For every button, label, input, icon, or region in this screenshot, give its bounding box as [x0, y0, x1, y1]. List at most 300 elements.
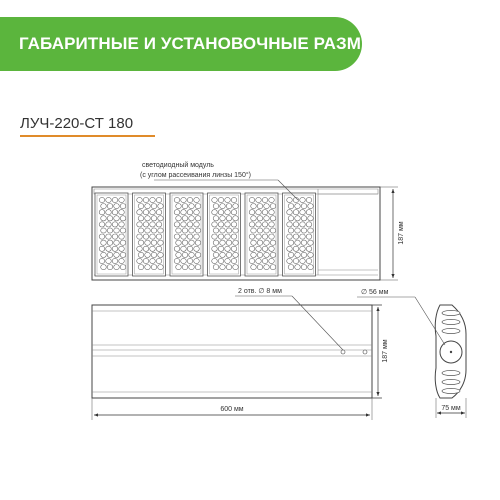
led-lens — [308, 252, 314, 257]
led-lens — [220, 204, 226, 209]
led-lens — [308, 228, 314, 233]
led-lens — [187, 210, 193, 215]
led-lens — [151, 228, 157, 233]
led-lens — [151, 204, 157, 209]
led-lens — [138, 204, 144, 209]
led-lens — [249, 210, 255, 215]
led-lens — [145, 252, 151, 257]
led-lens — [99, 258, 105, 263]
led-lens — [300, 258, 306, 263]
led-lens — [143, 197, 149, 202]
led-lens — [262, 246, 268, 251]
led-lens — [264, 204, 270, 209]
led-lens — [269, 197, 275, 202]
led-lens — [138, 265, 144, 270]
led-lens — [225, 197, 231, 202]
led-lens — [106, 258, 112, 263]
led-lens — [233, 204, 239, 209]
led-lens — [287, 246, 293, 251]
led-lens — [233, 252, 239, 257]
led-lens — [143, 258, 149, 263]
led-lens — [156, 210, 162, 215]
led-lens — [293, 258, 299, 263]
led-lens — [195, 204, 201, 209]
led-lens — [262, 210, 268, 215]
led-lens — [218, 234, 224, 239]
profile-slot — [442, 379, 460, 384]
led-lens — [295, 240, 301, 245]
led-lens — [120, 216, 126, 221]
led-lens — [112, 246, 118, 251]
led-lens — [295, 216, 301, 221]
led-lens — [101, 204, 107, 209]
led-lens — [270, 204, 276, 209]
led-lens — [189, 204, 195, 209]
led-lens — [295, 252, 301, 257]
led-lens — [287, 197, 293, 202]
led-lens — [114, 240, 120, 245]
led-lens — [120, 240, 126, 245]
led-lens — [151, 240, 157, 245]
led-lens — [270, 216, 276, 221]
led-lens — [220, 228, 226, 233]
led-lens — [287, 210, 293, 215]
led-lens — [145, 216, 151, 221]
module-callout-line2: (с углом рассеивания линзы 150°) — [140, 172, 251, 179]
led-lens — [293, 246, 299, 251]
led-lens — [218, 197, 224, 202]
led-lens — [300, 210, 306, 215]
top-view — [92, 161, 405, 280]
led-lens — [264, 240, 270, 245]
led-lens — [293, 210, 299, 215]
led-lens — [257, 265, 263, 270]
led-lens — [212, 258, 218, 263]
led-lens — [145, 240, 151, 245]
led-lens — [301, 204, 307, 209]
led-lens — [195, 240, 201, 245]
led-lens — [264, 265, 270, 270]
led-lens — [257, 252, 263, 257]
led-lens — [119, 246, 125, 251]
led-lens — [288, 204, 294, 209]
led-lens — [212, 210, 218, 215]
holes-callout-label: 2 отв. ∅ 8 мм — [238, 288, 282, 295]
led-lens — [150, 258, 156, 263]
led-lens — [293, 234, 299, 239]
led-lens — [150, 234, 156, 239]
led-lens — [107, 252, 113, 257]
led-lens — [174, 210, 180, 215]
led-lens — [220, 240, 226, 245]
led-lens — [143, 210, 149, 215]
led-lens — [156, 246, 162, 251]
led-lens — [288, 216, 294, 221]
led-lens — [138, 252, 144, 257]
led-lens — [101, 265, 107, 270]
led-lens — [262, 222, 268, 227]
led-lens — [269, 234, 275, 239]
led-lens — [151, 265, 157, 270]
led-lens — [233, 228, 239, 233]
led-lens — [300, 234, 306, 239]
led-lens — [218, 210, 224, 215]
led-lens — [226, 204, 232, 209]
led-lens — [174, 234, 180, 239]
led-lens — [187, 246, 193, 251]
led-lens — [212, 222, 218, 227]
led-lens — [306, 258, 312, 263]
led-lens — [106, 234, 112, 239]
led-lens — [137, 197, 143, 202]
model-name: ЛУЧ-220-СТ 180 — [20, 115, 134, 132]
led-lens — [182, 228, 188, 233]
led-lens — [195, 228, 201, 233]
led-lens — [220, 265, 226, 270]
top-height-dimension-label: 187 мм — [398, 221, 405, 245]
led-lens — [145, 265, 151, 270]
led-lens — [226, 216, 232, 221]
led-lens — [156, 197, 162, 202]
led-lens — [225, 234, 231, 239]
led-lens — [212, 234, 218, 239]
led-lens — [143, 222, 149, 227]
led-lens — [226, 265, 232, 270]
led-lens — [308, 216, 314, 221]
led-lens — [176, 240, 182, 245]
led-lens — [119, 210, 125, 215]
led-lens — [119, 222, 125, 227]
led-lens — [218, 222, 224, 227]
led-lens — [194, 210, 200, 215]
led-lens — [189, 228, 195, 233]
profile-slot — [442, 328, 460, 333]
led-lens — [226, 240, 232, 245]
led-lens — [287, 234, 293, 239]
led-lens — [308, 204, 314, 209]
led-lens — [181, 234, 187, 239]
led-lens — [107, 240, 113, 245]
led-lens — [137, 210, 143, 215]
led-lens — [120, 252, 126, 257]
led-lens — [300, 246, 306, 251]
section-title: ГАБАРИТНЫЕ И УСТАНОВОЧНЫЕ РАЗМЕРЫ — [19, 34, 401, 53]
led-lens — [194, 222, 200, 227]
led-lens — [256, 222, 262, 227]
led-lens — [176, 252, 182, 257]
led-lens — [213, 265, 219, 270]
led-lens — [213, 252, 219, 257]
led-lens — [99, 246, 105, 251]
led-lens — [158, 252, 164, 257]
led-lens — [176, 204, 182, 209]
led-lens — [143, 246, 149, 251]
led-lens — [257, 204, 263, 209]
led-lens — [306, 197, 312, 202]
front-view-housing — [92, 305, 372, 398]
led-lens — [231, 222, 237, 227]
led-lens — [226, 228, 232, 233]
led-lens — [288, 228, 294, 233]
led-lens — [212, 197, 218, 202]
led-lens — [137, 222, 143, 227]
led-lens — [182, 240, 188, 245]
led-lens — [287, 222, 293, 227]
led-lens — [213, 216, 219, 221]
led-lens — [194, 197, 200, 202]
led-lens — [225, 210, 231, 215]
led-lens — [249, 234, 255, 239]
led-lens — [138, 240, 144, 245]
led-lens — [231, 210, 237, 215]
led-lens — [107, 228, 113, 233]
led-lens — [106, 197, 112, 202]
led-lens — [151, 216, 157, 221]
led-lens — [256, 234, 262, 239]
led-lens — [99, 210, 105, 215]
led-lens — [226, 252, 232, 257]
led-lens — [301, 265, 307, 270]
led-lens — [212, 246, 218, 251]
led-lens — [231, 246, 237, 251]
led-lens — [257, 216, 263, 221]
led-lens — [182, 252, 188, 257]
led-lens — [101, 240, 107, 245]
led-lens — [182, 204, 188, 209]
front-view — [92, 288, 389, 420]
led-lens — [300, 222, 306, 227]
led-lens — [114, 216, 120, 221]
led-lens — [101, 216, 107, 221]
led-lens — [119, 234, 125, 239]
led-lens — [107, 204, 113, 209]
led-lens — [251, 216, 257, 221]
led-lens — [195, 265, 201, 270]
led-lens — [301, 216, 307, 221]
led-lens — [151, 252, 157, 257]
led-lens — [264, 252, 270, 257]
led-lens — [231, 258, 237, 263]
led-lens — [106, 222, 112, 227]
led-lens — [288, 252, 294, 257]
led-lens — [137, 234, 143, 239]
led-lens — [114, 204, 120, 209]
led-lens — [269, 210, 275, 215]
led-lens — [150, 210, 156, 215]
led-lens — [158, 216, 164, 221]
led-lens — [112, 222, 118, 227]
led-lens — [119, 197, 125, 202]
led-lens — [295, 265, 301, 270]
led-lens — [138, 216, 144, 221]
led-lens — [249, 197, 255, 202]
led-lens — [306, 234, 312, 239]
led-lens — [156, 258, 162, 263]
led-lens — [301, 240, 307, 245]
led-lens — [213, 204, 219, 209]
led-lens — [194, 258, 200, 263]
led-lens — [251, 204, 257, 209]
led-lens — [187, 197, 193, 202]
led-lens — [264, 228, 270, 233]
led-lens — [249, 246, 255, 251]
led-lens — [112, 258, 118, 263]
led-lens — [257, 240, 263, 245]
led-lens — [143, 234, 149, 239]
led-lens — [174, 246, 180, 251]
led-lens — [233, 265, 239, 270]
profile-slot — [442, 370, 460, 375]
led-lens — [301, 228, 307, 233]
led-lens — [182, 216, 188, 221]
led-lens — [306, 246, 312, 251]
led-lens — [176, 216, 182, 221]
led-lens — [293, 222, 299, 227]
led-lens — [233, 240, 239, 245]
led-lens — [213, 240, 219, 245]
led-lens — [220, 252, 226, 257]
led-lens — [106, 246, 112, 251]
led-lens — [187, 222, 193, 227]
led-lens — [220, 216, 226, 221]
led-lens — [120, 265, 126, 270]
led-lens — [308, 265, 314, 270]
diameter-callout-label: ∅ 56 мм — [361, 289, 389, 296]
led-lens — [288, 240, 294, 245]
led-lens — [138, 228, 144, 233]
led-lens — [194, 246, 200, 251]
led-lens — [306, 222, 312, 227]
led-lens — [137, 246, 143, 251]
led-lens — [145, 228, 151, 233]
led-lens — [249, 258, 255, 263]
led-lens — [251, 265, 257, 270]
led-lens — [101, 252, 107, 257]
led-lens — [156, 234, 162, 239]
led-lens — [231, 234, 237, 239]
width-dimension-label: 600 мм — [220, 406, 244, 413]
led-lens — [112, 197, 118, 202]
led-lens — [301, 252, 307, 257]
profile-slot — [442, 388, 460, 393]
led-lens — [101, 228, 107, 233]
led-lens — [225, 258, 231, 263]
led-lens — [251, 252, 257, 257]
led-lens — [145, 204, 151, 209]
mounting-hole — [341, 350, 345, 354]
led-lens — [137, 258, 143, 263]
led-lens — [114, 228, 120, 233]
mounting-hole — [363, 350, 367, 354]
led-lens — [99, 197, 105, 202]
led-lens — [256, 197, 262, 202]
side-view — [357, 289, 466, 418]
led-lens — [158, 228, 164, 233]
led-lens — [150, 197, 156, 202]
led-lens — [156, 222, 162, 227]
led-lens — [158, 265, 164, 270]
led-lens — [182, 265, 188, 270]
led-lens — [262, 234, 268, 239]
led-lens — [187, 234, 193, 239]
led-lens — [99, 222, 105, 227]
led-lens — [150, 246, 156, 251]
led-lens — [270, 265, 276, 270]
profile-slot — [442, 319, 460, 324]
led-lens — [295, 204, 301, 209]
led-lens — [256, 258, 262, 263]
led-lens — [181, 210, 187, 215]
led-lens — [262, 197, 268, 202]
led-lens — [176, 265, 182, 270]
led-lens — [306, 210, 312, 215]
led-lens — [174, 258, 180, 263]
led-lens — [194, 234, 200, 239]
profile-slot — [442, 310, 460, 315]
led-lens — [158, 204, 164, 209]
led-lens — [288, 265, 294, 270]
led-lens — [189, 265, 195, 270]
led-lens — [181, 197, 187, 202]
led-lens — [114, 252, 120, 257]
led-lens — [308, 240, 314, 245]
led-lens — [181, 258, 187, 263]
led-lens — [189, 216, 195, 221]
led-lens — [269, 222, 275, 227]
led-lens — [269, 258, 275, 263]
led-lens — [120, 204, 126, 209]
led-lens — [158, 240, 164, 245]
led-lens — [225, 222, 231, 227]
led-lens — [270, 240, 276, 245]
led-lens — [249, 222, 255, 227]
led-lens — [112, 234, 118, 239]
led-lens — [189, 252, 195, 257]
led-lens — [174, 197, 180, 202]
led-lens — [225, 246, 231, 251]
led-lens — [189, 240, 195, 245]
led-lens — [114, 265, 120, 270]
led-lens — [174, 222, 180, 227]
led-lens — [256, 246, 262, 251]
led-lens — [231, 197, 237, 202]
led-lens — [256, 210, 262, 215]
led-lens — [112, 210, 118, 215]
led-lens — [300, 197, 306, 202]
led-lens — [233, 216, 239, 221]
depth-dimension-label: 75 мм — [441, 405, 461, 412]
led-lens — [107, 265, 113, 270]
led-lens — [270, 252, 276, 257]
led-lens — [213, 228, 219, 233]
led-lens — [287, 258, 293, 263]
led-lens — [195, 216, 201, 221]
led-lens — [187, 258, 193, 263]
led-lens — [106, 210, 112, 215]
front-height-dimension-label: 187 мм — [382, 339, 389, 363]
led-lens — [218, 258, 224, 263]
led-lens — [119, 258, 125, 263]
led-lens — [295, 228, 301, 233]
led-lens — [99, 234, 105, 239]
led-lens — [107, 216, 113, 221]
led-lens — [262, 258, 268, 263]
led-lens — [181, 246, 187, 251]
led-lens — [251, 228, 257, 233]
led-lens — [150, 222, 156, 227]
led-lens — [257, 228, 263, 233]
led-lens — [181, 222, 187, 227]
